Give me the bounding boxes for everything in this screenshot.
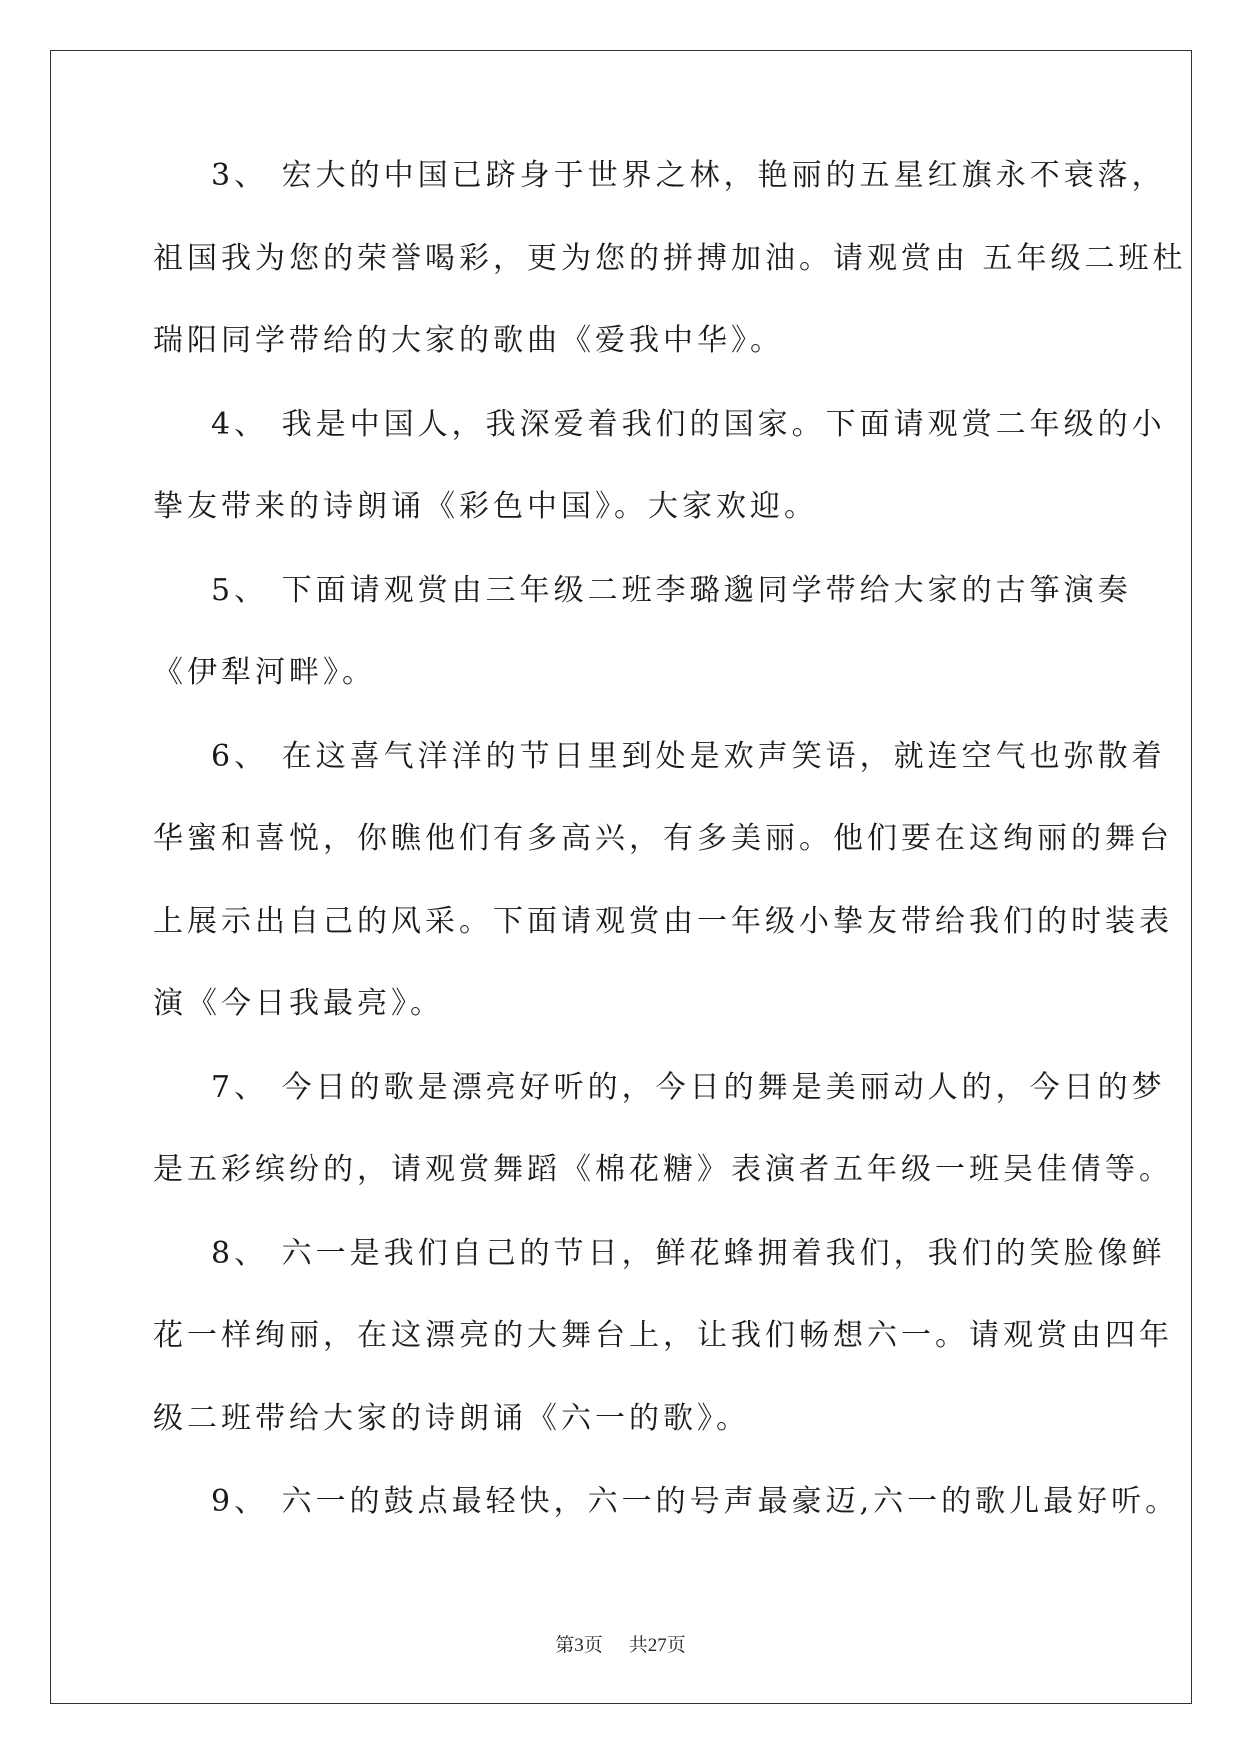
text-line: 《伊犁河畔》。	[153, 655, 376, 690]
text-line: 6、 在这喜气洋洋的节日里到处是欢声笑语，就连空气也弥散着	[211, 738, 1166, 774]
page-number: 第3页	[555, 1635, 603, 1656]
text-line: 挚友带来的诗朗诵《彩色中国》。大家欢迎。	[153, 489, 818, 524]
paragraph-4	[153, 406, 1166, 572]
text-line: 5、 下面请观赏由三年级二班李璐邈同学带给大家的古筝演奏	[211, 572, 1132, 608]
text-line: 上展示出自己的风采。下面请观赏由一年级小挚友带给我们的时装表	[153, 903, 1173, 939]
paragraph-7	[153, 1069, 1173, 1235]
document-body	[153, 158, 1187, 1568]
text-line: 8、 六一是我们自己的节日，鲜花蜂拥着我们，我们的笑脸像鲜	[211, 1235, 1166, 1271]
text-line: 是五彩缤纷的，请观赏舞蹈《棉花糖》表演者五年级一班吴佳倩等。	[153, 1152, 1173, 1187]
text-line: 花一样绚丽，在这漂亮的大舞台上，让我们畅想六一。请观赏由四年	[153, 1318, 1173, 1353]
page-footer	[0, 1630, 1241, 1657]
text-line: 级二班带给大家的诗朗诵《六一的歌》。	[153, 1400, 750, 1436]
paragraph-8	[153, 1235, 1173, 1484]
text-line: 3、 宏大的中国已跻身于世界之林，艳丽的五星红旗永不衰落，	[211, 158, 1166, 193]
paragraph-9	[153, 1484, 1180, 1567]
paragraph-6	[153, 738, 1173, 1069]
text-line: 演《今日我最亮》。	[153, 986, 444, 1021]
text-line: 瑞阳同学带给的大家的歌曲《爱我中华》。	[153, 323, 784, 358]
text-line: 华蜜和喜悦，你瞧他们有多高兴，有多美丽。他们要在这绚丽的舞台	[153, 821, 1173, 856]
page-total: 共27页	[628, 1635, 686, 1656]
paragraph-3	[153, 158, 1187, 406]
paragraph-5	[153, 572, 1132, 738]
text-line: 祖国我为您的荣誉喝彩，更为您的拼搏加油。请观赏由 五年级二班杜	[153, 240, 1187, 276]
text-line: 4、 我是中国人，我深爱着我们的国家。下面请观赏二年级的小	[211, 406, 1166, 442]
text-line: 7、 今日的歌是漂亮好听的，今日的舞是美丽动人的，今日的梦	[211, 1069, 1166, 1105]
text-line: 9、 六一的鼓点最轻快，六一的号声最豪迈,六一的歌儿最好听。	[211, 1484, 1180, 1519]
